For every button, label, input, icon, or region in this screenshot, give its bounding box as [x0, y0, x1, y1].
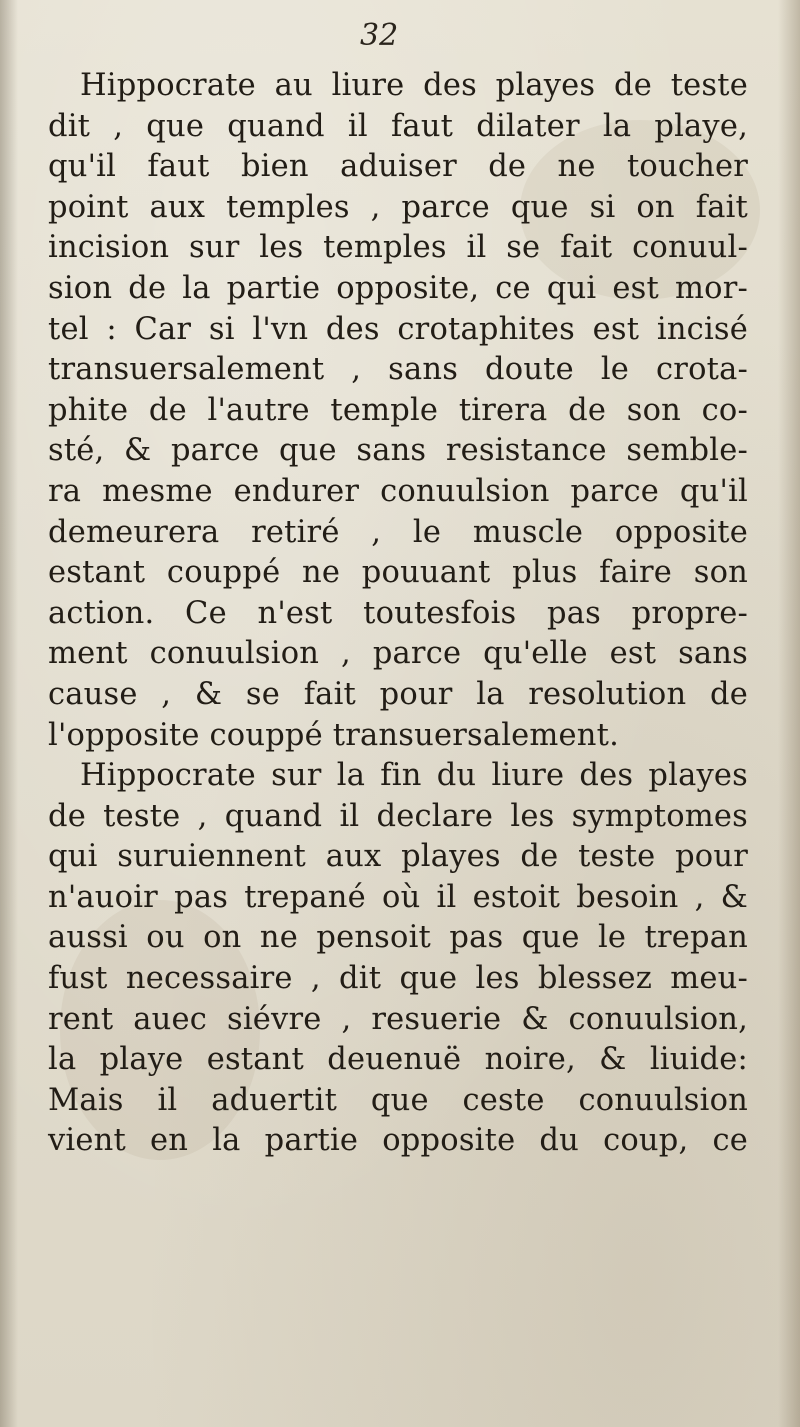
- text-line: vient en la partie opposite du coup, ce: [48, 1123, 748, 1159]
- text-line: sion de la partie opposite, ce qui est mor-: [48, 270, 748, 306]
- text-line: phite de l'autre temple tirera de son co-: [48, 392, 748, 428]
- text-line: fust necessaire , dit que les blessez meu-: [48, 961, 748, 997]
- text-line: action. Ce n'est toutesfois pas propre-: [48, 595, 748, 631]
- text-line: ra mesme endurer conuulsion parce qu'il: [48, 473, 748, 509]
- text-line: rent auec siévre , resuerie & conuulsion,: [48, 1001, 748, 1037]
- text-line: transuersalement , sans doute le crota-: [48, 352, 748, 388]
- text-line: l'opposite couppé transuersalement.: [48, 717, 619, 753]
- text-line: Hippocrate au liure des playes de teste: [80, 68, 748, 103]
- text-line: n'auoir pas trepané où il estoit besoin , &: [48, 879, 748, 915]
- text-line: la playe estant deuenuë noire, & liuide:: [48, 1042, 748, 1078]
- text-line: demeurera retiré , le muscle opposite: [48, 514, 748, 550]
- text-line: tel : Car si l'vn des crotaphites est incisé: [48, 311, 748, 347]
- text-line: estant couppé ne pouuant plus faire son: [48, 555, 748, 591]
- text-line: sté, & parce que sans resistance semble-: [48, 433, 748, 469]
- text-line: incision sur les temples il se fait conuul-: [48, 230, 748, 266]
- text-line: dit , que quand il faut dilater la playe,: [48, 108, 748, 144]
- body-text: [48, 66, 748, 1162]
- text-line: qui suruiennent aux playes de teste pour: [48, 839, 748, 875]
- text-line: de teste , quand il declare les symptomes: [48, 798, 748, 834]
- text-line: qu'il faut bien aduiser de ne toucher: [48, 149, 748, 185]
- text-line: Hippocrate sur la fin du liure des playes: [80, 758, 748, 794]
- text-line: Mais il aduertit que ceste conuulsion: [48, 1082, 748, 1118]
- text-line: ment conuulsion , parce qu'elle est sans: [48, 636, 748, 672]
- page-number: 32: [360, 18, 399, 53]
- text-line: aussi ou on ne pensoit pas que le trepan: [48, 920, 748, 956]
- text-line: point aux temples , parce que si on fait: [48, 189, 748, 225]
- text-line: cause , & se fait pour la resolution de: [48, 676, 748, 712]
